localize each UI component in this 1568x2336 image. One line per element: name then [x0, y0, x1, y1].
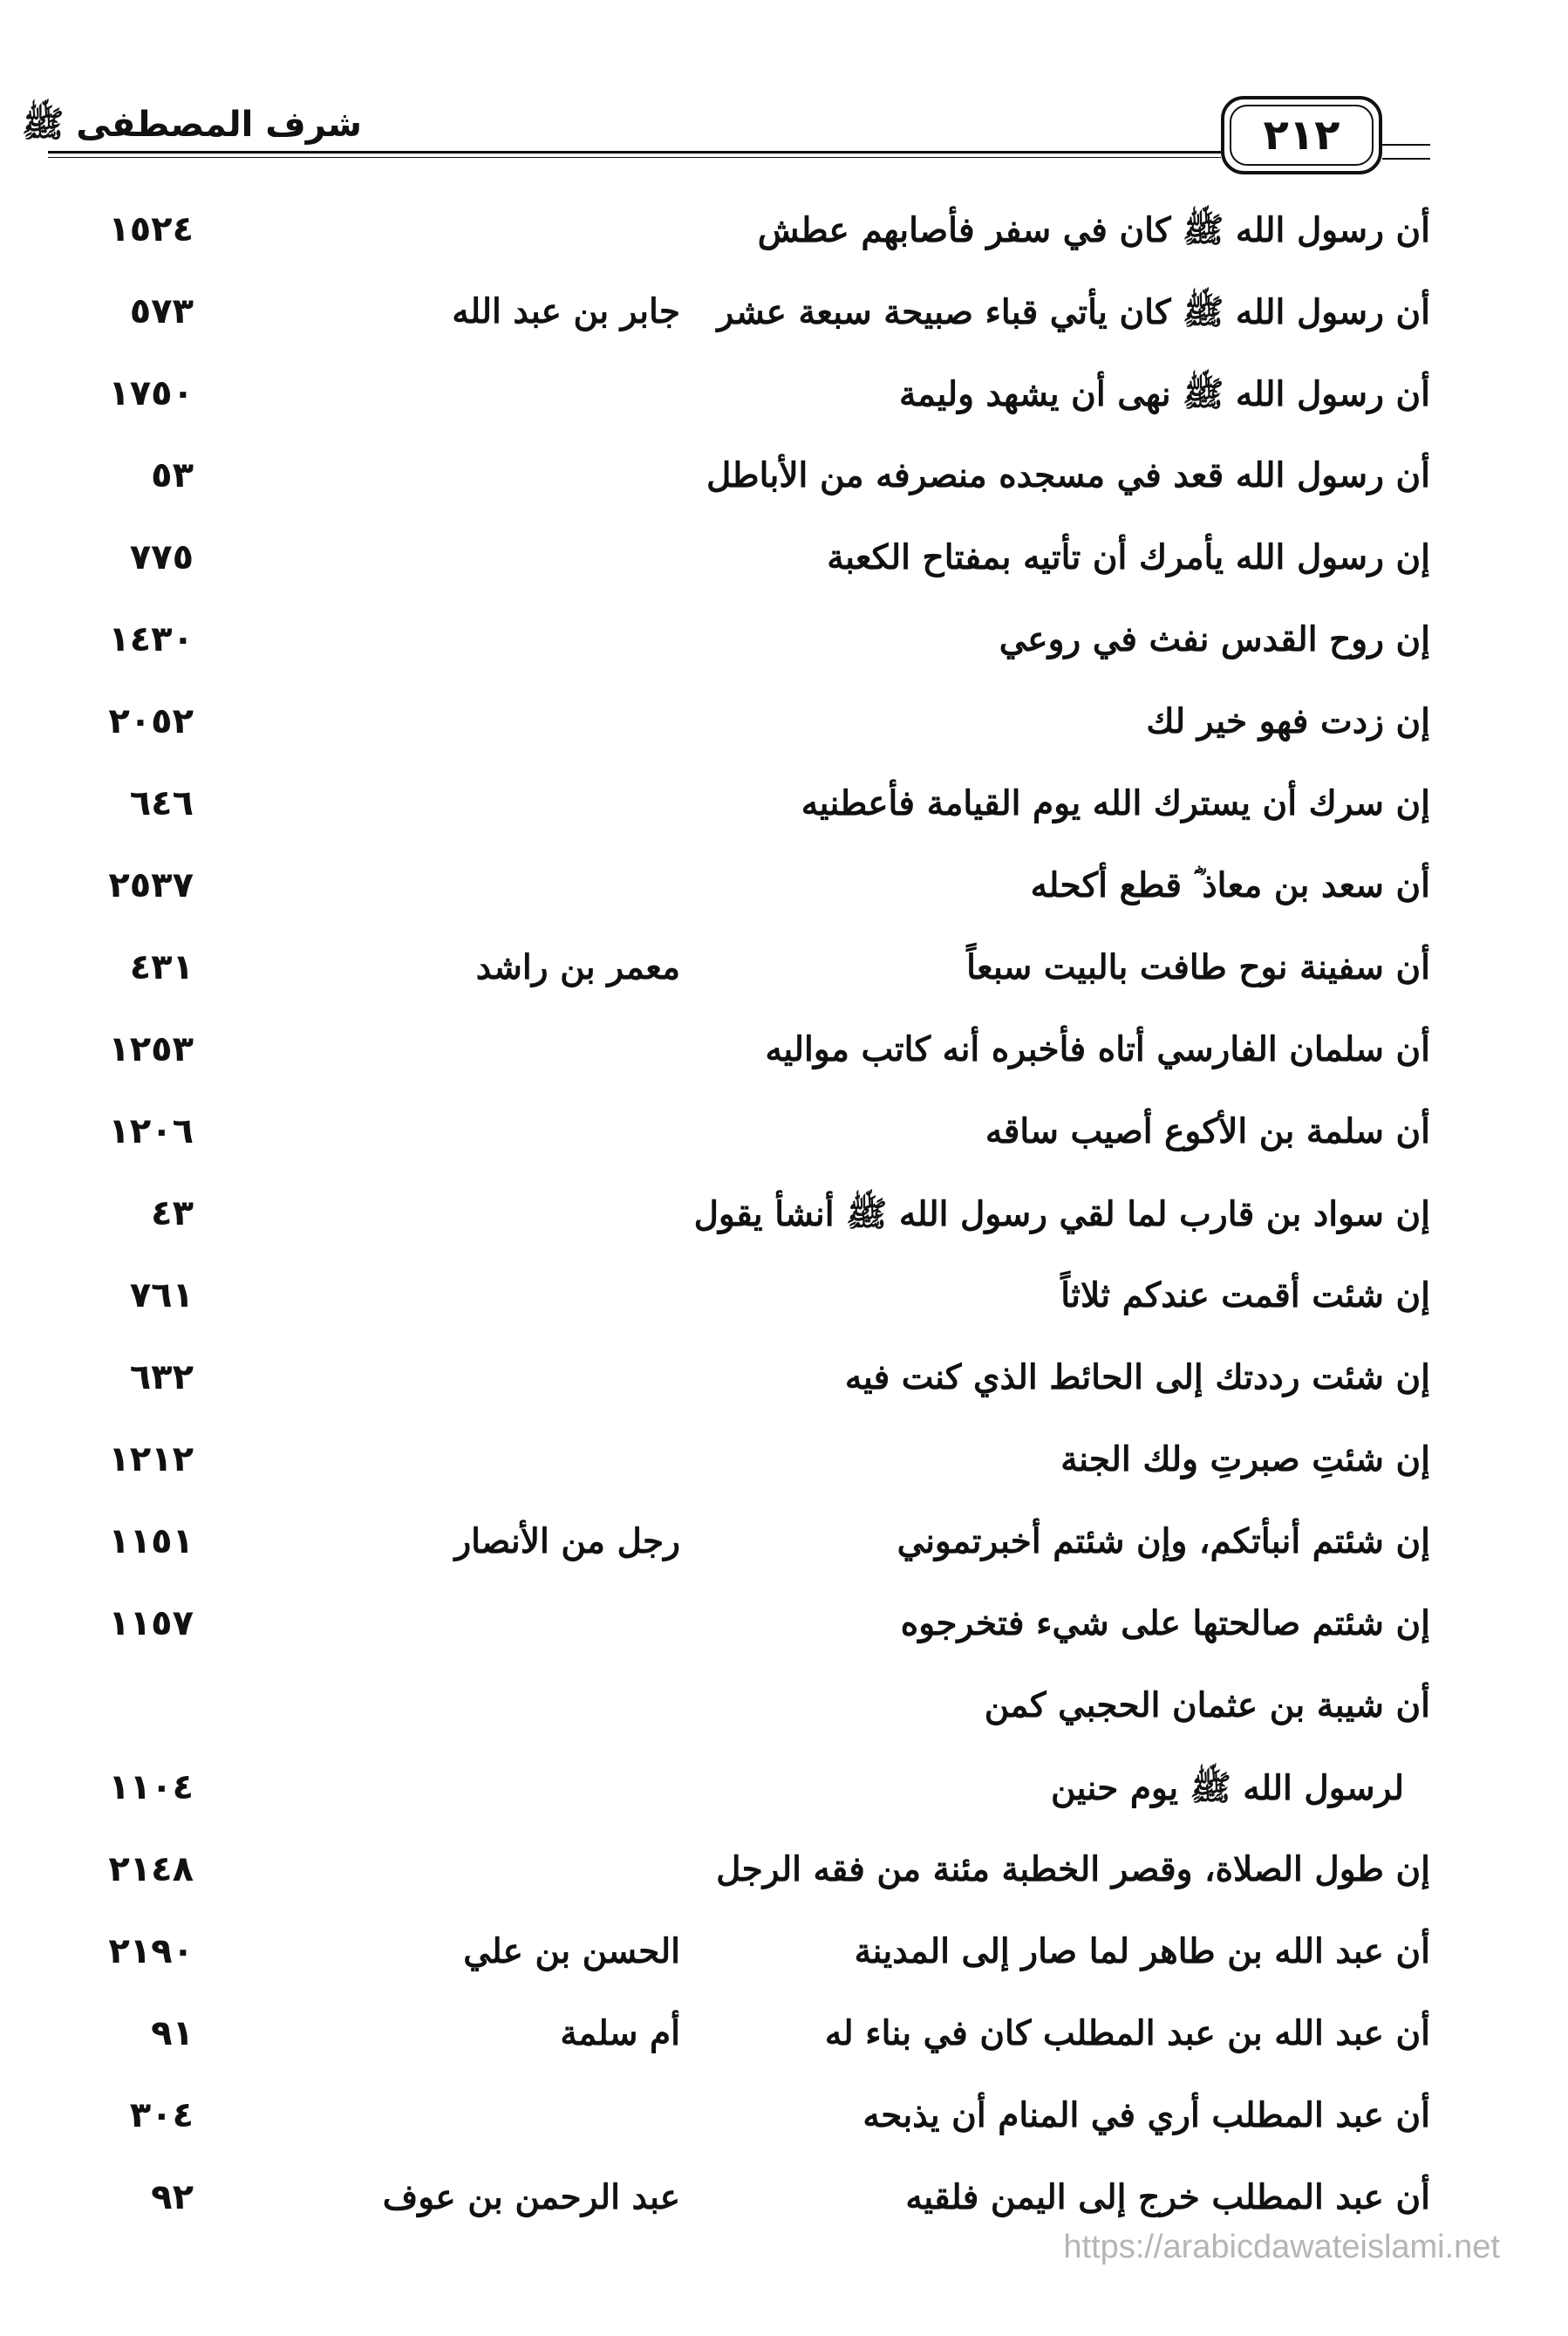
- hadith-number: ٦٣٢: [129, 1357, 194, 1397]
- page-number: ٢١٢: [1230, 105, 1374, 166]
- hadith-incipit: أن عبد المطلب خرج إلى اليمن فلقيه: [905, 2177, 1430, 2217]
- hadith-incipit: إن سواد بن قارب لما لقي رسول الله ﷺ أنشأ يقول: [693, 1194, 1430, 1234]
- hadith-index-list: [0, 199, 1568, 2249]
- hadith-number: ٢٠٥٢: [108, 701, 194, 741]
- hadith-number: ١٢١٢: [108, 1439, 194, 1479]
- index-row: [0, 1839, 1568, 1921]
- index-row: [0, 1347, 1568, 1429]
- hadith-number: ١١٥١: [108, 1521, 194, 1561]
- hadith-incipit: إن روح القدس نفث في روعي: [999, 619, 1430, 659]
- hadith-incipit: أن عبد الله بن طاهر لما صار إلى المدينة: [854, 1931, 1430, 1971]
- index-row: [0, 363, 1568, 445]
- hadith-number: ٧٧٥: [129, 537, 194, 577]
- index-row: [0, 1429, 1568, 1511]
- hadith-number: ١١٠٤: [108, 1767, 194, 1807]
- index-row: [0, 199, 1568, 281]
- page-number-frame: [1221, 96, 1382, 174]
- hadith-incipit: أن رسول الله ﷺ نهى أن يشهد وليمة: [898, 374, 1430, 414]
- hadith-incipit: إن شئت رددتك إلى الحائط الذي كنت فيه: [844, 1357, 1430, 1397]
- index-row: [0, 1675, 1568, 1757]
- index-row: [0, 855, 1568, 937]
- hadith-number: ٣٠٤: [129, 2095, 194, 2135]
- hadith-incipit: أن سعد بن معاذ ؓ قطع أكحله: [1030, 865, 1430, 905]
- hadith-incipit: إن سرك أن يسترك الله يوم القيامة فأعطنيه: [801, 783, 1430, 823]
- index-row: [0, 1019, 1568, 1101]
- narrator: الحسن بن علي: [463, 1931, 680, 1971]
- index-row: [0, 1265, 1568, 1347]
- hadith-incipit: إن شئتم صالحتها على شيء فتخرجوه: [900, 1603, 1430, 1643]
- hadith-number: ١٥٢٤: [108, 209, 194, 249]
- page-header: [0, 0, 1568, 174]
- hadith-number: ٥٧٣: [129, 291, 194, 331]
- hadith-incipit: إن طول الصلاة، وقصر الخطبة مئنة من فقه الرجل: [716, 1849, 1430, 1889]
- hadith-number: ٤٣١: [129, 947, 194, 987]
- hadith-incipit: أن رسول الله قعد في مسجده منصرفه من الأباطل: [706, 455, 1430, 495]
- index-row: [0, 1593, 1568, 1675]
- index-row: [0, 281, 1568, 363]
- hadith-number: ١٢٠٦: [108, 1111, 194, 1151]
- hadith-number: ٤٣: [151, 1193, 194, 1233]
- hadith-incipit: أن رسول الله ﷺ كان يأتي قباء صبيحة سبعة عشر: [717, 292, 1430, 332]
- source-watermark: https://arabicdawateislami.net: [1063, 2229, 1500, 2265]
- index-row: [0, 445, 1568, 527]
- hadith-number: ٩٢: [151, 2177, 194, 2217]
- hadith-number: ١٢٥٣: [108, 1029, 194, 1069]
- hadith-incipit: أن عبد الله بن عبد المطلب كان في بناء له: [824, 2013, 1430, 2053]
- header-rule-ornament: [1382, 144, 1430, 160]
- index-row: [0, 1183, 1568, 1265]
- narrator: جابر بن عبد الله: [452, 291, 680, 331]
- hadith-incipit: أن سلمان الفارسي أتاه فأخبره أنه كاتب مواليه: [765, 1029, 1430, 1069]
- hadith-incipit: إن زدت فهو خير لك: [1146, 701, 1430, 741]
- hadith-number: ٩١: [151, 2013, 194, 2053]
- hadith-number: ٥٣: [151, 455, 194, 495]
- hadith-incipit: إن شئتِ صبرتِ ولك الجنة: [1060, 1439, 1430, 1479]
- index-row: [0, 1511, 1568, 1593]
- hadith-number: ٢٥٣٧: [108, 865, 194, 905]
- narrator: رجل من الأنصار: [454, 1521, 680, 1561]
- hadith-incipit-continuation: لرسول الله ﷺ يوم حنين: [1050, 1768, 1404, 1808]
- hadith-number: ٢١٩٠: [108, 1931, 194, 1971]
- index-row: [0, 1101, 1568, 1183]
- hadith-number: ٢١٤٨: [108, 1849, 194, 1889]
- hadith-number: ١٧٥٠: [108, 373, 194, 413]
- index-row: [0, 609, 1568, 691]
- index-row: [0, 937, 1568, 1019]
- hadith-incipit: إن رسول الله يأمرك أن تأتيه بمفتاح الكعبة: [827, 537, 1430, 577]
- hadith-number: ١١٥٧: [108, 1603, 194, 1643]
- header-rule: [48, 151, 1221, 158]
- index-row: [0, 527, 1568, 609]
- hadith-incipit: أن رسول الله ﷺ كان في سفر فأصابهم عطش: [757, 210, 1430, 250]
- index-row: [0, 1921, 1568, 2003]
- hadith-incipit: أن عبد المطلب أري في المنام أن يذبحه: [862, 2095, 1430, 2135]
- hadith-number: ٦٤٦: [129, 783, 194, 823]
- hadith-incipit: أن شيبة بن عثمان الحجبي كمن: [984, 1685, 1430, 1725]
- hadith-number: ١٤٣٠: [108, 619, 194, 659]
- hadith-incipit: إن شئت أقمت عندكم ثلاثاً: [1060, 1275, 1430, 1315]
- hadith-number: ٧٦١: [129, 1275, 194, 1315]
- index-row: [0, 2085, 1568, 2167]
- hadith-incipit: أن سفينة نوح طافت بالبيت سبعاً: [966, 947, 1430, 987]
- index-row: [0, 773, 1568, 855]
- index-row: [0, 691, 1568, 773]
- index-row: [0, 2003, 1568, 2085]
- narrator: عبد الرحمن بن عوف: [382, 2177, 680, 2217]
- index-row: [0, 1757, 1568, 1839]
- hadith-incipit: إن شئتم أنبأتكم، وإن شئتم أخبرتموني: [896, 1521, 1430, 1561]
- book-title: شرف المصطفى ﷺ: [21, 105, 362, 145]
- narrator: معمر بن راشد: [475, 947, 680, 987]
- narrator: أم سلمة: [560, 2013, 680, 2053]
- hadith-incipit: أن سلمة بن الأكوع أصيب ساقه: [985, 1111, 1430, 1151]
